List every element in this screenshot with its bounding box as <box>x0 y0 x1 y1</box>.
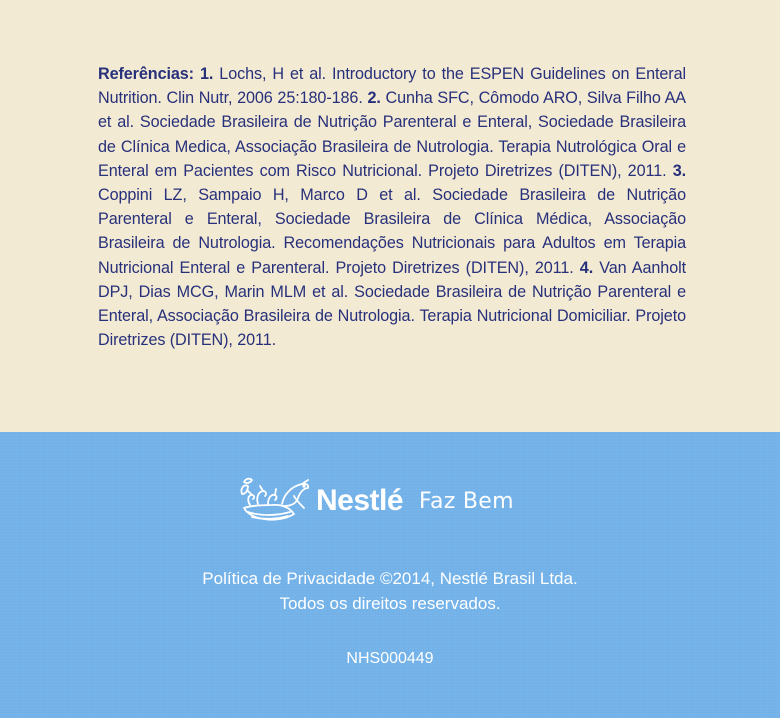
document-code: NHS000449 <box>346 650 434 667</box>
privacy-line: Política de Privacidade ©2014, Nestlé Brasil Ltda. <box>202 569 578 588</box>
footer <box>0 432 780 718</box>
reference-text: Coppini LZ, Sampaio H, Marco D et al. Sociedade Brasileira de Nutrição Parenteral e Enteral, Sociedade Brasileira de Clínica Médica, Associação Brasileira de Nutrologia. Recomendações Nutricionais para Adultos em Terapia Nutricional Enteral e Parenteral. Projeto Diretrizes (DITEN), 2011. <box>98 186 686 277</box>
nest-birds-icon <box>238 474 312 528</box>
reference-text: Lochs, H et al. Introductory to the ESPEN Guidelines on Enteral Nutrition. Clin Nutr, 2006 25:180-186. <box>98 65 687 108</box>
nestle-logo <box>238 474 514 528</box>
reference-number: 4. <box>579 258 594 277</box>
brand-name: Nestlé <box>316 484 404 517</box>
rights-line: Todos os direitos reservados. <box>279 594 501 613</box>
reference-number: 2. <box>367 89 381 108</box>
reference-text: Cunha SFC, Cômodo ARO, Silva Filho AA et al. Sociedade Brasileira de Nutrição Parenteral e Enteral, Sociedade Brasileira de Clínica Medica, Associação Brasileira de Nutrologia. Terapia Nutrológica Oral e Enteral em Pacientes com Risco Nutricional. Projeto Diretrizes (DITEN), 2011. <box>98 89 686 180</box>
reference-number: 3. <box>672 161 686 180</box>
reference-number: 1. <box>199 65 214 83</box>
brand-tagline: Faz Bem <box>419 488 514 514</box>
privacy-notice <box>0 566 780 616</box>
references-paragraph <box>98 62 686 352</box>
reference-text: Van Aanholt DPJ, Dias MCG, Marin MLM et al. Sociedade Brasileira de Nutrição Parenteral e Enteral, Associação Brasileira de Nutrologia. Terapia Nutricional Domiciliar. Projeto Diretrizes (DITEN), 2011. <box>98 258 686 350</box>
references-heading: Referências: <box>98 65 194 83</box>
